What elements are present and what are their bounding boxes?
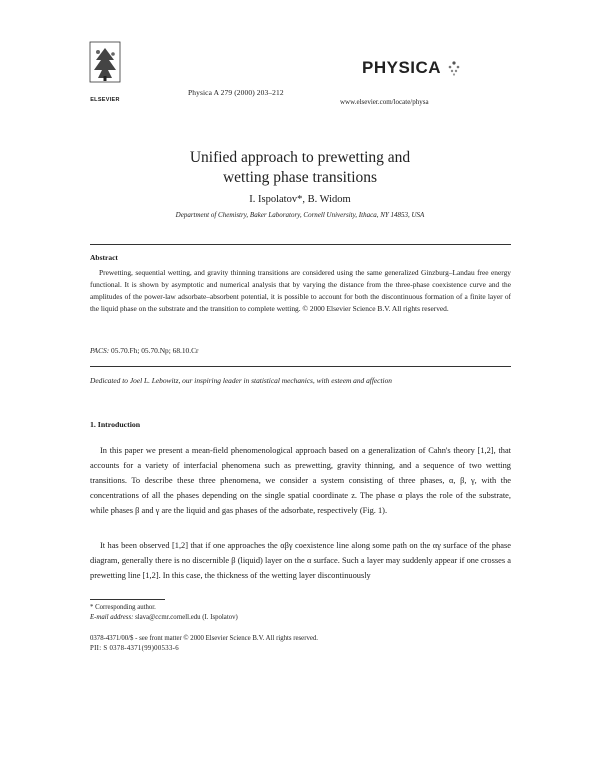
intro-paragraph-1: In this paper we present a mean-field phenomenological approach based on a generalization of Cahn's theory [1,2], that accounts for a variety of interfacial phenomena such as prewetting, gravity thinning, and a sequence of two wetting transitions. To describe these three phenomena, we consider a system consisting of three phases, α, β, γ, with the concentrations of all the phases depending on the single spatial coordinate z. The phase α plays the role of the substrate, while phases β and γ are the liquid and gas phases of the adsorbate, respectively (Fig. 1). bbox=[90, 446, 511, 515]
pacs-codes: 05.70.Fh; 05.70.Np; 68.10.Cr bbox=[111, 346, 199, 355]
footnote-rule bbox=[90, 599, 165, 600]
affiliation: Department of Chemistry, Baker Laboratory, Cornell University, Ithaca, NY 14853, USA bbox=[175, 211, 425, 219]
physica-emblem-icon bbox=[447, 60, 461, 76]
authors: I. Ispolatov*, B. Widom bbox=[249, 194, 351, 205]
title-line-2: wetting phase transitions bbox=[222, 169, 378, 186]
journal-reference: Physica A 279 (2000) 203–212 bbox=[188, 88, 284, 97]
footnote-email bbox=[90, 613, 238, 623]
abstract-top-rule bbox=[90, 244, 511, 245]
pii-identifier: PII: S 0378-4371(99)00533-6 bbox=[90, 645, 179, 652]
email-label: E-mail address: bbox=[90, 614, 134, 621]
title-line-1: Unified approach to prewetting and bbox=[189, 149, 411, 166]
physica-wordmark: PHYSICA bbox=[362, 58, 442, 77]
email-value[interactable]: slava@ccmr.cornell.edu (I. Ispolatov) bbox=[135, 614, 238, 621]
abstract-heading: Abstract bbox=[90, 253, 118, 262]
paper-title bbox=[60, 148, 540, 188]
journal-website[interactable]: www.elsevier.com/locate/physa bbox=[340, 98, 429, 106]
abstract-body: Prewetting, sequential wetting, and gravity thinning transitions are considered using the same generalized Ginzburg–Landau free energy functional. It is shown by asymptotic and numerical analysis that by varying the distance from the three-phase coexistence curve and the amplitudes of the power-law adsorbate–absorbent potential, it is possible to account for both the discontinuous formation of a finite layer of the liquid phase on the substrate and the transition to complete wetting. © 2000 Elsevier Science B.V. All rights reserved. bbox=[90, 268, 511, 313]
pacs-line bbox=[90, 346, 199, 355]
pacs-label: PACS: bbox=[90, 346, 110, 355]
elsevier-logo-text: ELSEVIER bbox=[90, 97, 120, 103]
intro-paragraph-2: It has been observed [1,2] that if one approaches the αβγ coexistence line along some path on the αγ surface of the phase diagram, generally there is no discernible β (liquid) layer on the α surface. Such a layer may suddenly appear if one crosses a prewetting line [1,2]. In this case, the thickness of the wetting layer discontinuously bbox=[90, 541, 511, 580]
elsevier-logo bbox=[86, 40, 124, 103]
abstract-bottom-rule bbox=[90, 366, 511, 367]
section-heading-introduction: 1. Introduction bbox=[90, 420, 141, 429]
copyright-notice: 0378-4371/00/$ - see front matter © 2000 Elsevier Science B.V. All rights reserved. bbox=[90, 635, 318, 642]
physica-logo bbox=[362, 58, 461, 78]
footnote-corresponding-author: * Corresponding author. bbox=[90, 604, 156, 611]
dedication: Dedicated to Joel L. Lebowitz, our inspiring leader in statistical mechanics, with esteem and affection bbox=[90, 376, 392, 385]
